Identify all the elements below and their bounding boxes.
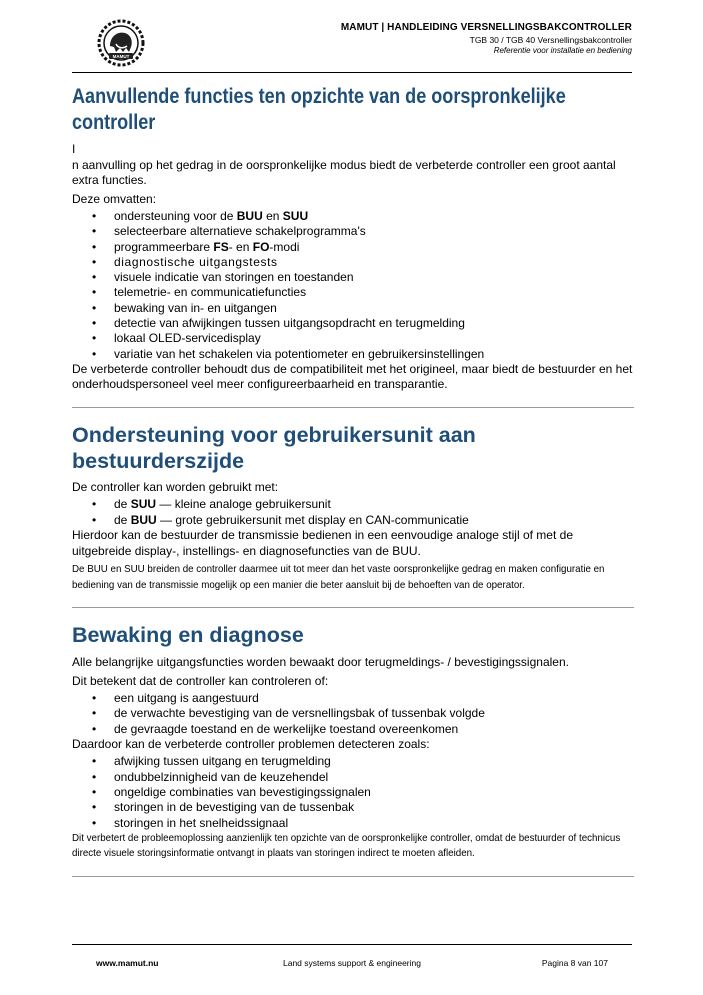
footer-company: Land systems support & engineering <box>283 958 421 968</box>
svg-text:MAMUT: MAMUT <box>112 54 130 59</box>
list-item: • bewaking van in- en uitgangen <box>114 301 634 316</box>
paragraph-lead: De controller kan worden gebruikt met: <box>72 479 279 494</box>
list-item: • variatie van het schakelen via potentiometer en gebruikersinstellingen <box>114 347 634 362</box>
list-item: • de SUU — kleine analoge gebruikersunit <box>114 497 634 512</box>
paragraph-lead: Deze omvatten: <box>72 191 157 206</box>
list-item: • de verwachte bevestiging van de versnellingsbak of tussenbak volgde <box>114 706 634 721</box>
list-item: • ondubbelzinnigheid van de keuzehendel <box>114 770 634 785</box>
section-divider <box>72 876 634 877</box>
list-item: • telemetrie- en communicatiefuncties <box>114 285 634 300</box>
list-item: • selecteerbare alternatieve schakelprogramma's <box>114 224 634 239</box>
footer-divider <box>72 944 632 945</box>
list-item: • de BUU — grote gebruikersunit met display en CAN-communicatie <box>114 513 634 528</box>
paragraph-intro: n aanvulling op het gedrag in de oorspronkelijke modus biedt de verbeterde controller een groot aantal extra functies. <box>72 157 616 187</box>
list-item: • visuele indicatie van storingen en toestanden <box>114 270 634 285</box>
footer-page-number: Pagina 8 van 107 <box>541 958 608 968</box>
header-divider <box>72 72 632 73</box>
list-item: • een uitgang is aangestuurd <box>114 691 634 706</box>
list-item: • programmeerbare FS- en FO-modi <box>114 240 634 255</box>
feature-list <box>72 209 634 362</box>
paragraph-small: De BUU en SUU breiden de controller daarmee uit tot meer dan het vaste oorspronkelijke gedrag en maken configuratie en bediening van de transmissie mogelijk op een manier die beter aansluit bij de behoeften van de operator. <box>72 563 605 591</box>
mamut-logo <box>96 18 146 68</box>
list-item: • lokaal OLED-servicedisplay <box>114 331 634 346</box>
footer-website-link[interactable]: www.mamut.nu <box>96 958 159 968</box>
page-content <box>72 84 634 877</box>
paragraph-outro: De verbeterde controller behoudt dus de compatibiliteit met het origineel, maar biedt de bestuurder en het onderhoudspersoneel veel meer configureerbaarheid en transparantie. <box>72 361 633 392</box>
section-heading-user-unit: Ondersteuning voor gebruikersunit aan bestuurderszijde <box>72 422 476 473</box>
list-item: • ongeldige combinaties van bevestigingssignalen <box>114 785 634 800</box>
paragraph: Hierdoor kan de bestuurder de transmissie bedienen in een eenvoudige analoge stijl of met de uitgebreide display-, instellings- en diagnosefuncties van de BUU. <box>72 528 573 558</box>
header-title: MAMUT | HANDLEIDING VERSNELLINGSBAKCONTROLLER <box>340 22 632 33</box>
section-divider <box>72 407 634 408</box>
paragraph: Dit betekent dat de controller kan controleren of: <box>72 673 329 688</box>
list-item: • de gevraagde toestand en de werkelijke toestand overeenkomen <box>114 722 634 737</box>
check-list <box>72 691 634 737</box>
section-divider <box>72 607 634 608</box>
paragraph-small: Dit verbetert de probleemoplossing aanzienlijk ten opzichte van de oorspronkelijke controller, omdat de bestuurder of technicus directe visuele storingsinformatie ontvangt in plaats van storingen indirect te moeten afleiden. <box>72 831 621 860</box>
list-item: • ondersteuning voor de BUU en SUU <box>114 209 634 224</box>
paragraph: Daardoor kan de verbeterde controller problemen detecteren zoals: <box>72 736 430 751</box>
list-item: • storingen in het snelheidssignaal <box>114 816 634 831</box>
section-heading-extra-functions: Aanvullende functies ten opzichte van de oorspronkelijke controller <box>72 85 566 134</box>
list-item: • detectie van afwijkingen tussen uitgangsopdracht en terugmelding <box>114 316 634 331</box>
header-subtitle-italic: Referentie voor installatie en bediening <box>493 46 632 55</box>
page-header <box>72 14 632 72</box>
paragraph: Alle belangrijke uitgangsfuncties worden bewaakt door terugmeldings- / bevestigingssignalen. <box>72 655 569 670</box>
problem-list <box>72 754 634 830</box>
list-item: • afwijking tussen uitgang en terugmelding <box>114 754 634 769</box>
user-unit-list <box>72 497 634 528</box>
list-item: • storingen in de bevestiging van de tussenbak <box>114 800 634 815</box>
header-subtitle: TGB 30 / TGB 40 Versnellingsbakcontroller <box>469 35 632 45</box>
drop-cap: I <box>72 142 76 156</box>
section-heading-monitoring: Bewaking en diagnose <box>72 623 304 648</box>
list-item: • diagnostische uitgangstests <box>114 255 634 270</box>
